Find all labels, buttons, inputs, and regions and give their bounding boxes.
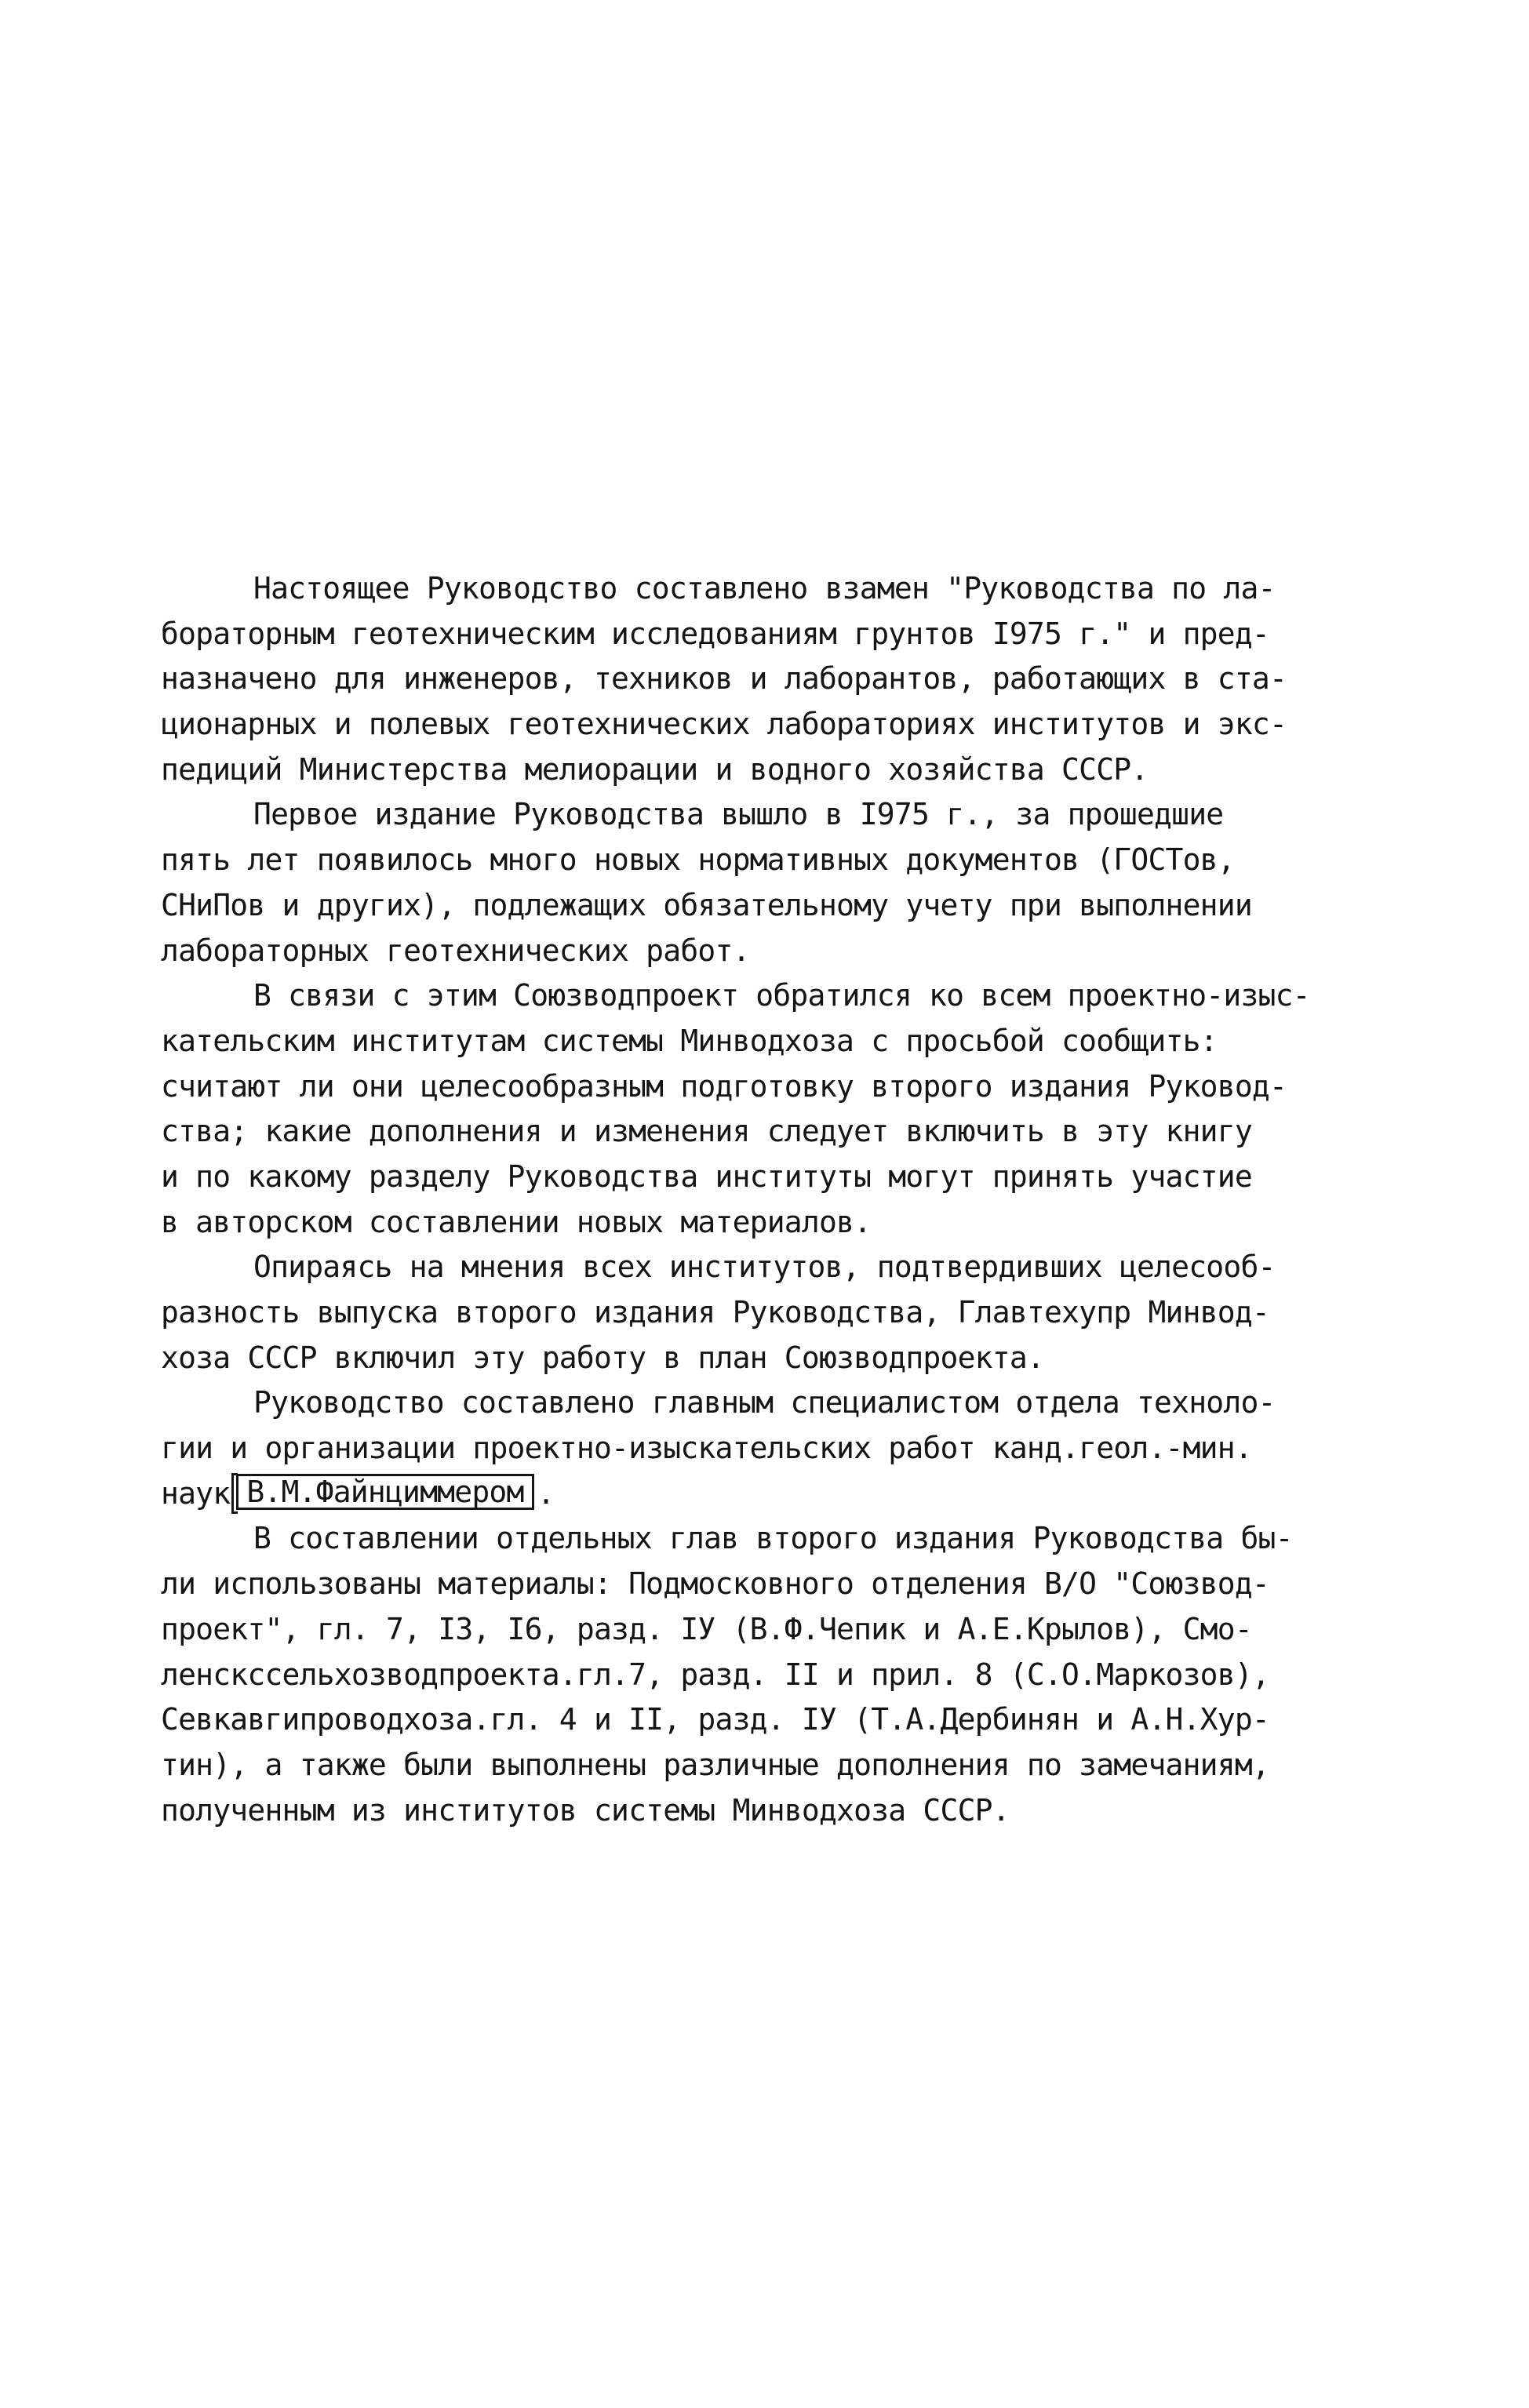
- text-line: и по какому разделу Руководства институты могут принять участие: [161, 1159, 1252, 1194]
- text-line: ленскссельхозводпроекта.гл.7, разд. II и прил. 8 (С.О.Маркозов),: [161, 1657, 1269, 1692]
- text-line: В составлении отдельных глав второго издания Руководства бы-: [253, 1521, 1293, 1556]
- text-line: хоза СССР включил эту работу в план Союзводпроекта.: [161, 1340, 1044, 1375]
- text-line-start: наук: [161, 1475, 231, 1511]
- text-line: кательским институтам системы Минводхоза с просьбой сообщить:: [161, 1023, 1218, 1058]
- text-line: разность выпуска второго издания Руководства, Главтехупр Минвод-: [161, 1295, 1269, 1329]
- text-line: ли использованы материалы: Подмосковного отделения В/О "Союзвод-: [161, 1566, 1269, 1602]
- text-line: Первое издание Руководства вышло в I975 г., за прошедшие: [253, 797, 1224, 832]
- text-line: педиций Министерства мелиорации и водного хозяйства СССР.: [161, 751, 1149, 787]
- text-line: назначено для инженеров, техников и лаборантов, работающих в ста-: [161, 661, 1287, 697]
- text-line: Настоящее Руководство составлено взамен "Руководства по ла-: [253, 571, 1276, 606]
- text-line: гии и организации проектно-изыскательских работ канд.геол.-мин.: [161, 1431, 1252, 1466]
- text-line: тин), а также были выполнены различные дополнения по замечаниям,: [161, 1747, 1269, 1782]
- text-line: Руководство составлено главным специалистом отдела техноло-: [253, 1385, 1276, 1420]
- text-line: В связи с этим Союзводпроект обратился ко всем проектно-изыс-: [253, 978, 1310, 1013]
- text-line: Севкавгипроводхоза.гл. 4 и II, разд. IУ (Т.А.Дербинян и А.Н.Хур-: [161, 1702, 1269, 1737]
- author-name-box: В.М.Файнциммером: [236, 1474, 533, 1510]
- text-line: СНиПов и других), подлежащих обязательному учету при выполнении: [161, 887, 1252, 922]
- text-line: считают ли они целесообразным подготовку второго издания Руковод-: [161, 1068, 1287, 1104]
- preface-text: [161, 566, 1385, 1833]
- text-line: пять лет появилось много новых нормативных документов (ГОСТов,: [161, 842, 1235, 878]
- text-line: в авторском составлении новых материалов.: [161, 1204, 872, 1239]
- text-line: ционарных и полевых геотехнических лабораториях институтов и экс-: [161, 707, 1287, 742]
- text-line: полученным из институтов системы Минводхоза СССР.: [161, 1792, 1010, 1828]
- text-line: проект", гл. 7, I3, I6, разд. IУ (В.Ф.Чепик и А.Е.Крылов), Смо-: [161, 1611, 1252, 1646]
- text-line-end: .: [537, 1475, 555, 1511]
- text-line: бораторным геотехническим исследованиям грунтов I975 г." и пред-: [161, 616, 1269, 651]
- text-line: лабораторных геотехнических работ.: [161, 933, 750, 968]
- text-line: [161, 1471, 1385, 1517]
- text-line: Опираясь на мнения всех институтов, подтвердивших целесооб-: [253, 1249, 1276, 1285]
- text-line: ства; какие дополнения и изменения следует включить в эту книгу: [161, 1114, 1252, 1149]
